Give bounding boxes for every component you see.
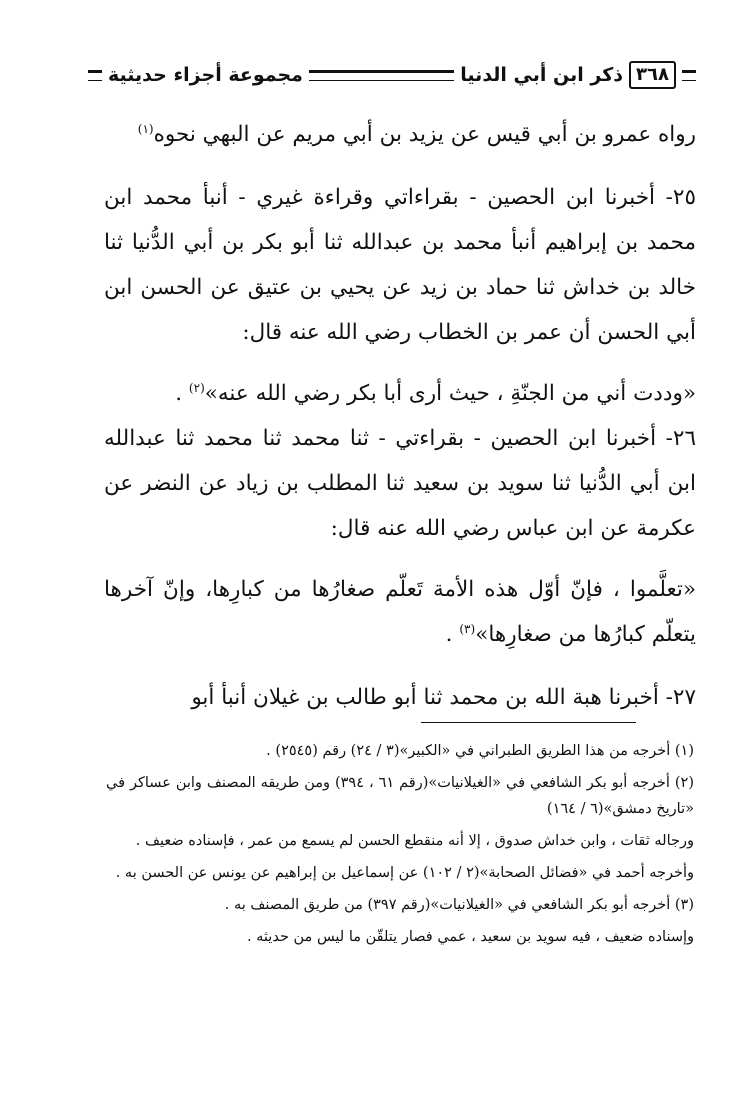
footnote-ref: (٣) [459,621,476,636]
quote-text: «تعلَّموا ، فإنّ أوّل هذه الأمة تَعلّم صغارُها من كبارِها، وإنّ آخرها يتعلّم كبارُها من صغارِها» [104,577,696,647]
main-text [104,112,696,720]
hadith-25-isnad: ٢٥- أخبرنا ابن الحصين - بقراءاتي وقراءة غيري - أنبأ محمد ابن محمد بن إبراهيم أنبأ محمد بن عبدالله ثنا أبو بكر بن أبي الدُّنيا ثنا خالد بن خداش ثنا حماد بن زيد عن يحيي بن عتيق عن الحسن ابن أبي الحسن أن عمر بن الخطاب رضي الله عنه قال: [104,185,696,345]
header-rule-middle [309,70,454,81]
footnotes [106,738,694,956]
quote-text: «وددت أني من الجنّةِ ، حيث أرى أبا بكر رضي الله عنه» [204,381,696,406]
hadith-26-matn [104,567,696,657]
header-rule-left [88,70,102,81]
running-header [88,58,696,92]
footnote: ورجاله ثقات ، وابن خداش صدوق ، إلا أنه منقطع الحسن لم يسمع من عمر ، فإسناده ضعيف . [135,833,694,849]
header-rule-right [682,70,696,81]
book-title: ذكر ابن أبي الدنيا [460,64,624,86]
footnote: وأخرجه أحمد في «فضائل الصحابة»(٢ / ١٠٢) عن إسماعيل بن إبراهيم عن يونس عن الحسن به . [115,865,694,881]
footnote: (٢) أخرجه أبو بكر الشافعي في «الغيلانيات»(رقم ٦١ ، ٣٩٤) ومن طريقه المصنف وابن عساكر في «تاريخ دمشق»(٦ / ١٦٤) [106,775,694,817]
paragraph-text: رواه عمرو بن أبي قيس عن يزيد بن أبي مريم عن البهي نحوه [153,122,696,147]
page-number: ٣٦٨ [629,61,676,89]
footnote: (٣) أخرجه أبو بكر الشافعي في «الغيلانيات»(رقم ٣٩٧) من طريق المصنف به . [224,897,694,913]
footnote-ref: (٢) [188,380,205,395]
footnote: (١) أخرجه من هذا الطريق الطبراني في «الكبير»(٣ / ٢٤) رقم (٢٥٤٥) . [266,743,694,759]
hadith-26-isnad: ٢٦- أخبرنا ابن الحصين - بقراءتي - ثنا محمد ثنا محمد ثنا عبدالله ابن أبي الدُّنيا ثنا سويد بن سعيد ثنا المطلب بن زياد عن النضر عن عكرمة عن ابن عباس رضي الله عنه قال: [104,426,696,541]
footnote: وإسناده ضعيف ، فيه سويد بن سعيد ، عمي فصار يتلقّن ما ليس من حديثه . [246,929,694,945]
quote-end: . [445,622,453,647]
quote-end: . [175,381,183,406]
hadith-27-isnad: ٢٧- أخبرنا هبة الله بن محمد ثنا أبو طالب بن غيلان أنبأ أبو [191,685,696,710]
footnote-separator [421,722,636,723]
paragraph-narration [104,112,696,157]
footnote-ref: (١) [137,121,154,136]
collection-title: مجموعة أجزاء حديثية [108,64,303,86]
hadith-25-matn [104,371,696,416]
